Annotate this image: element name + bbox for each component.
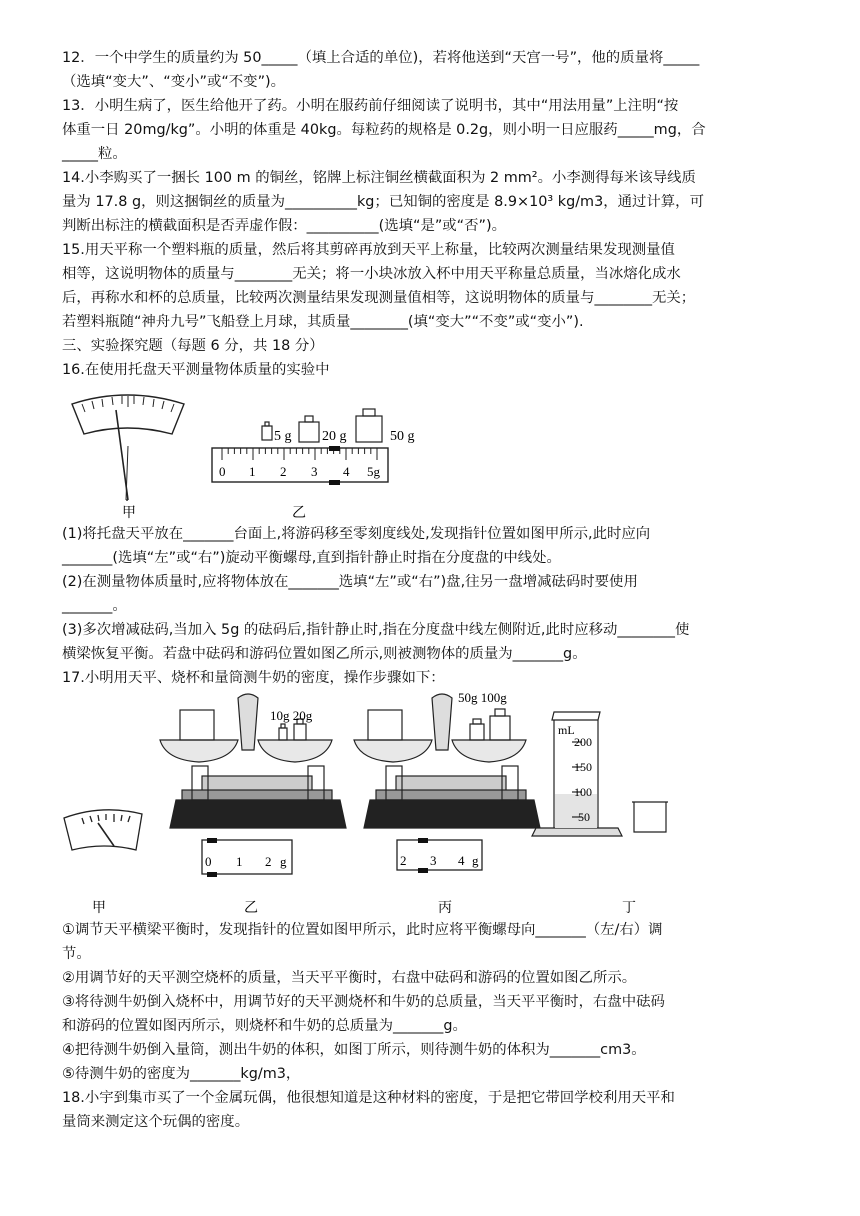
- tick-label: 2: [280, 464, 287, 479]
- figure-17: [62, 690, 802, 918]
- text-line: ⑤待测牛奶的密度为_______kg/m3，: [62, 1066, 301, 1082]
- text-line: 量为 17.8 g，则这捆铜丝的质量为__________kg；已知铜的密度是 8.9×10³ kg/m3，通过计算，可: [62, 194, 704, 210]
- text-line: (1)将托盘天平放在_______台面上,将游码移至零刻度线处,发现指针位置如图甲所示,此时应向: [62, 526, 651, 542]
- tick-label: 100: [574, 785, 592, 799]
- text-line: ①调节天平横梁平衡时，发现指针的位置如图甲所示，此时应将平衡螺母向_______（左/右）调: [62, 922, 663, 938]
- text-line: _____粒。: [62, 146, 127, 162]
- rider-scale-labels: [219, 464, 381, 479]
- balance-yi: [160, 694, 346, 828]
- text-line: 相等，这说明物体的质量与________无关；将一小块冰放入杯中用天平称量总质量，当冰熔化成水: [62, 266, 681, 282]
- section-heading: 三、实验探究题（每题 6 分，共 18 分）: [62, 338, 324, 354]
- tick-label: 4: [343, 464, 350, 479]
- text-line: 体重一日 20mg/kg”。小明的体重是 40kg。每粒药的规格是 0.2g，则小明一日应服药_____mg，合: [62, 122, 706, 138]
- rider-scale-bing: [397, 838, 482, 873]
- tick-label: 5g: [367, 464, 380, 479]
- figure-16: [62, 382, 802, 522]
- figure-17-drawing: [62, 690, 802, 918]
- weight-20g: 20 g: [322, 429, 347, 444]
- balance-dial-jia: [64, 810, 142, 850]
- text-line: 18.小宇到集市买了一个金属玩偶，他很想知道是这种材料的密度，于是把它带回学校利用天平和: [62, 1090, 675, 1106]
- question-16-title: 16.在使用托盘天平测量物体质量的实验中: [62, 362, 330, 378]
- text-line: 14.小李购买了一捆长 100 m 的铜丝，铭牌上标注铜丝横截面积为 2 mm²。小李测得每米该导线质: [62, 170, 696, 186]
- tick-label: 3: [430, 853, 437, 868]
- text-line: _______。: [62, 598, 127, 614]
- worksheet-page: [62, 46, 802, 1134]
- rider-scale-yi: [212, 446, 388, 485]
- tick-label: 200: [574, 735, 592, 749]
- question-17: [62, 918, 802, 1086]
- tick-label: 2: [265, 854, 272, 869]
- weights-label-bing: 50g 100g: [458, 690, 507, 705]
- figure-label-ding: 丁: [622, 900, 636, 916]
- text-line: ④把待测牛奶倒入量筒，测出牛奶的体积，如图丁所示，则待测牛奶的体积为_______cm3。: [62, 1042, 646, 1058]
- rider-scale-yi: [202, 838, 292, 877]
- text-line: (2)在测量物体质量时,应将物体放在_______选填“左”或“右”)盘,往另一盘增减砝码时要使用: [62, 574, 638, 590]
- text-line: ③将待测牛奶倒入烧杯中，用调节好的天平测烧杯和牛奶的总质量，当天平平衡时，右盘中砝码: [62, 994, 665, 1010]
- text-line: 15.用天平称一个塑料瓶的质量，然后将其剪碎再放到天平上称量，比较两次测量结果发现测量值: [62, 242, 675, 258]
- tick-label: 2: [400, 853, 407, 868]
- figure-label-bing: 丙: [438, 900, 452, 916]
- text-line: 判断出标注的横截面积是否弄虚作假：__________(选填“是”或“否”)。: [62, 218, 506, 234]
- tick-label: 4: [458, 853, 465, 868]
- question-12: [62, 46, 802, 94]
- figure-label-yi: 乙: [292, 505, 306, 521]
- question-14: [62, 166, 802, 238]
- text-line: 若塑料瓶随“神舟九号”飞船登上月球，其质量________(填“变大”“不变”或“变小”).: [62, 314, 584, 330]
- text-line: _______(选填“左”或“右”)旋动平衡螺母,直到指针静止时指在分度盘的中线处。: [62, 550, 561, 566]
- text-line: 后，再称水和杯的总质量，比较两次测量结果发现测量值相等，这说明物体的质量与________无关；: [62, 290, 696, 306]
- tick-label: 1: [236, 854, 243, 869]
- figure-label-jia: 甲: [92, 900, 106, 916]
- text-line: 13．小明生病了，医生给他开了药。小明在服药前仔细阅读了说明书，其中“用法用量”上注明“按: [62, 98, 679, 114]
- figure-label-jia: 甲: [122, 505, 136, 521]
- tick-label: 50: [578, 810, 590, 824]
- text-line: 12．一个中学生的质量约为 50_____（填上合适的单位)，若将他送到“天宫一号”，他的质量将_____: [62, 50, 700, 66]
- text-line: 节。: [62, 946, 91, 962]
- text-line: 和游码的位置如图丙所示，则烧杯和牛奶的总质量为_______g。: [62, 1018, 467, 1034]
- question-13: [62, 94, 802, 166]
- tick-label: 150: [574, 760, 592, 774]
- tick-label: g: [280, 854, 287, 869]
- tick-label: 0: [219, 464, 226, 479]
- question-18: [62, 1086, 802, 1134]
- text-line: 量筒来测定这个玩偶的密度。: [62, 1114, 250, 1130]
- balance-bing: [354, 694, 540, 828]
- tick-label: 3: [311, 464, 318, 479]
- balance-dial-jia: [72, 395, 184, 500]
- cylinder-unit: mL: [558, 723, 575, 737]
- graduated-cylinder: [532, 712, 622, 836]
- tick-label: 0: [205, 854, 212, 869]
- question-16: [62, 522, 802, 666]
- question-17-title: 17.小明用天平、烧杯和量筒测牛奶的密度，操作步骤如下：: [62, 670, 445, 686]
- text-line: （选填“变大”、“变小”或“不变”)。: [62, 74, 286, 90]
- question-15: [62, 238, 802, 334]
- tick-label: g: [472, 853, 479, 868]
- text-line: (3)多次增减砝码,当加入 5g 的砝码后,指针静止时,指在分度盘中线左侧附近,此时应移动________使: [62, 622, 690, 638]
- beaker: [632, 802, 668, 832]
- figure-label-yi: 乙: [244, 900, 258, 916]
- figure-16-drawing: [62, 382, 802, 522]
- text-line: ②用调节好的天平测空烧杯的质量，当天平平衡时，右盘中砝码和游码的位置如图乙所示。: [62, 970, 637, 986]
- weights-label-yi: 10g 20g: [270, 708, 313, 723]
- weight-50g: 50 g: [390, 429, 415, 444]
- text-line: 横梁恢复平衡。若盘中砝码和游码位置如图乙所示,则被测物体的质量为_______g。: [62, 646, 587, 662]
- weight-5g: 5 g: [274, 429, 292, 444]
- tick-label: 1: [249, 464, 256, 479]
